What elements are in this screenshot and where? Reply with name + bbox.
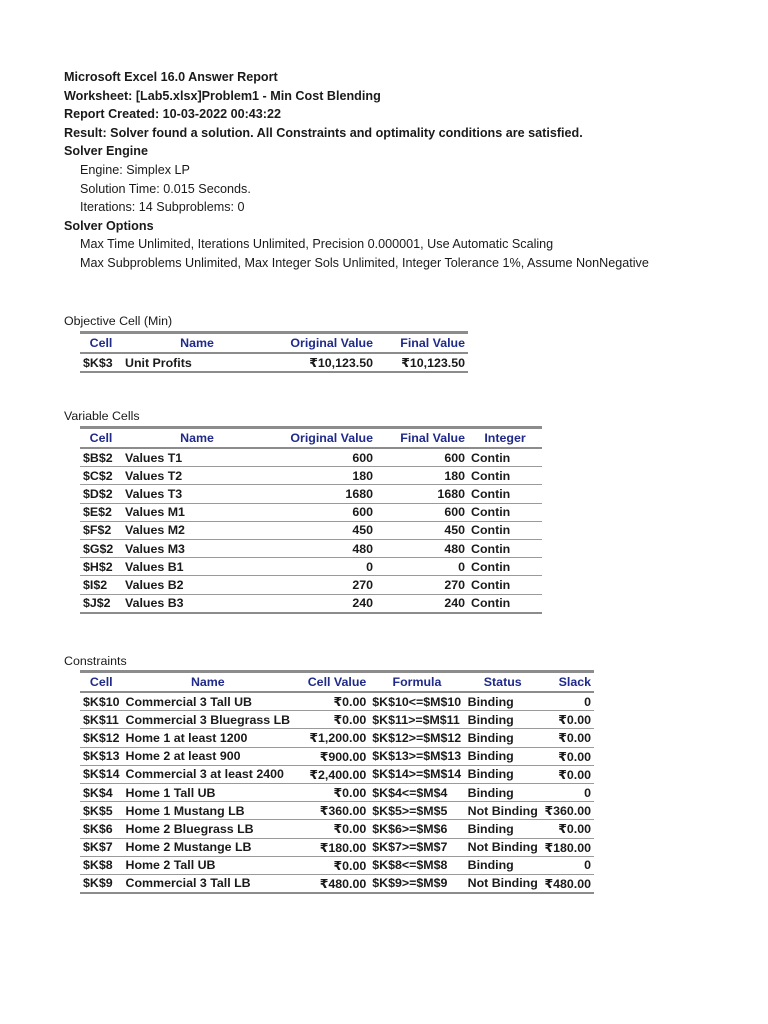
status: Not Binding <box>465 874 541 893</box>
slack: ₹360.00 <box>541 802 594 820</box>
engine-heading: Solver Engine <box>64 144 148 159</box>
table-row <box>80 558 542 576</box>
created-line: Report Created: 10-03-2022 00:43:22 <box>64 107 281 122</box>
table-row <box>80 838 594 856</box>
table-row <box>80 747 594 765</box>
final-value: ₹10,123.50 <box>376 353 468 372</box>
table-row <box>80 521 542 539</box>
cell-name: Unit Profits <box>122 353 272 372</box>
cell-ref: $K$8 <box>80 856 123 874</box>
integer-type: Contin <box>468 539 542 557</box>
col-cell-value: Cell Value <box>293 672 369 693</box>
report-header <box>64 68 649 273</box>
final-value: 1680 <box>376 485 468 503</box>
final-value: 480 <box>376 539 468 557</box>
objective-label: Objective Cell (Min) <box>64 314 173 328</box>
slack: 0 <box>541 692 594 711</box>
integer-type: Contin <box>468 503 542 521</box>
cell-value: ₹0.00 <box>293 856 369 874</box>
integer-type: Contin <box>468 594 542 613</box>
table-row <box>80 711 594 729</box>
cell-ref: $K$13 <box>80 747 123 765</box>
constraint-name: Home 2 Bluegrass LB <box>123 820 294 838</box>
slack: ₹0.00 <box>541 747 594 765</box>
final-value: 180 <box>376 467 468 485</box>
status: Binding <box>465 711 541 729</box>
table-row <box>80 802 594 820</box>
status: Binding <box>465 765 541 783</box>
integer-type: Contin <box>468 448 542 467</box>
status: Binding <box>465 729 541 747</box>
table-header-row <box>80 672 594 693</box>
constraint-name: Home 1 at least 1200 <box>123 729 294 747</box>
final-value: 450 <box>376 521 468 539</box>
formula: $K$8<=$M$8 <box>369 856 464 874</box>
cell-name: Values M3 <box>122 539 272 557</box>
cell-value: ₹0.00 <box>293 783 369 801</box>
cell-ref: $K$6 <box>80 820 123 838</box>
cell-ref: $K$10 <box>80 692 123 711</box>
table-row <box>80 856 594 874</box>
cell-ref: $K$11 <box>80 711 123 729</box>
formula: $K$12>=$M$12 <box>369 729 464 747</box>
table-row <box>80 594 542 613</box>
original-value: 600 <box>272 448 376 467</box>
constraint-name: Home 1 Mustang LB <box>123 802 294 820</box>
slack: 0 <box>541 783 594 801</box>
slack: ₹0.00 <box>541 729 594 747</box>
col-status: Status <box>465 672 541 693</box>
original-value: ₹10,123.50 <box>272 353 376 372</box>
col-original-value: Original Value <box>272 428 376 449</box>
constraint-name: Home 1 Tall UB <box>123 783 294 801</box>
cell-ref: $K$5 <box>80 802 123 820</box>
cell-ref: $K$3 <box>80 353 122 372</box>
table-row <box>80 729 594 747</box>
status: Binding <box>465 692 541 711</box>
cell-value: ₹1,200.00 <box>293 729 369 747</box>
status: Not Binding <box>465 802 541 820</box>
cell-name: Values T2 <box>122 467 272 485</box>
cell-value: ₹180.00 <box>293 838 369 856</box>
cell-ref: $K$7 <box>80 838 123 856</box>
original-value: 480 <box>272 539 376 557</box>
formula: $K$11>=$M$11 <box>369 711 464 729</box>
cell-value: ₹2,400.00 <box>293 765 369 783</box>
report-title: Microsoft Excel 16.0 Answer Report <box>64 70 278 84</box>
integer-type: Contin <box>468 485 542 503</box>
col-integer: Integer <box>468 428 542 449</box>
options-line-1: Max Time Unlimited, Iterations Unlimited, Precision 0.000001, Use Automatic Scaling <box>80 237 554 252</box>
cell-ref: $K$14 <box>80 765 123 783</box>
formula: $K$4<=$M$4 <box>369 783 464 801</box>
objective-table <box>80 331 468 373</box>
table-row <box>80 765 594 783</box>
integer-type: Contin <box>468 467 542 485</box>
iterations-line: Iterations: 14 Subproblems: 0 <box>80 200 245 215</box>
slack: ₹480.00 <box>541 874 594 893</box>
col-final-value: Final Value <box>376 333 468 354</box>
original-value: 270 <box>272 576 376 594</box>
cell-ref: $I$2 <box>80 576 122 594</box>
original-value: 180 <box>272 467 376 485</box>
cell-name: Values B1 <box>122 558 272 576</box>
constraint-name: Home 2 Tall UB <box>123 856 294 874</box>
slack: ₹0.00 <box>541 820 594 838</box>
table-row <box>80 783 594 801</box>
col-cell: Cell <box>80 428 122 449</box>
cell-name: Values T1 <box>122 448 272 467</box>
status: Not Binding <box>465 838 541 856</box>
col-final-value: Final Value <box>376 428 468 449</box>
status: Binding <box>465 820 541 838</box>
formula: $K$5>=$M$5 <box>369 802 464 820</box>
options-line-2: Max Subproblems Unlimited, Max Integer Sols Unlimited, Integer Tolerance 1%, Assume NonNegative <box>80 255 649 270</box>
worksheet-line: Worksheet: [Lab5.xlsx]Problem1 - Min Cost Blending <box>64 88 381 103</box>
table-row <box>80 692 594 711</box>
options-heading: Solver Options <box>64 218 154 233</box>
final-value: 600 <box>376 448 468 467</box>
formula: $K$14>=$M$14 <box>369 765 464 783</box>
original-value: 450 <box>272 521 376 539</box>
formula: $K$13>=$M$13 <box>369 747 464 765</box>
cell-value: ₹0.00 <box>293 692 369 711</box>
slack: ₹0.00 <box>541 765 594 783</box>
table-row <box>80 448 542 467</box>
constraint-name: Home 2 Mustange LB <box>123 838 294 856</box>
cell-value: ₹0.00 <box>293 820 369 838</box>
table-row <box>80 539 542 557</box>
cell-value: ₹360.00 <box>293 802 369 820</box>
final-value: 0 <box>376 558 468 576</box>
table-row <box>80 353 468 372</box>
original-value: 240 <box>272 594 376 613</box>
col-cell: Cell <box>80 333 122 354</box>
table-header-row <box>80 428 542 449</box>
engine-line: Engine: Simplex LP <box>80 162 190 177</box>
constraint-name: Home 2 at least 900 <box>123 747 294 765</box>
cell-ref: $J$2 <box>80 594 122 613</box>
table-row <box>80 820 594 838</box>
status: Binding <box>465 856 541 874</box>
integer-type: Contin <box>468 558 542 576</box>
constraint-name: Commercial 3 Tall LB <box>123 874 294 893</box>
cell-name: Values M1 <box>122 503 272 521</box>
slack: ₹180.00 <box>541 838 594 856</box>
status: Binding <box>465 783 541 801</box>
table-header-row <box>80 333 468 354</box>
col-slack: Slack <box>541 672 594 693</box>
cell-ref: $H$2 <box>80 558 122 576</box>
constraint-name: Commercial 3 Tall UB <box>123 692 294 711</box>
col-original-value: Original Value <box>272 333 376 354</box>
cell-name: Values B2 <box>122 576 272 594</box>
col-name: Name <box>122 428 272 449</box>
cell-value: ₹480.00 <box>293 874 369 893</box>
constraints-label: Constraints <box>64 654 127 668</box>
cell-value: ₹0.00 <box>293 711 369 729</box>
cell-ref: $F$2 <box>80 521 122 539</box>
col-cell: Cell <box>80 672 123 693</box>
formula: $K$10<=$M$10 <box>369 692 464 711</box>
final-value: 240 <box>376 594 468 613</box>
cell-ref: $G$2 <box>80 539 122 557</box>
final-value: 600 <box>376 503 468 521</box>
table-row <box>80 503 542 521</box>
cell-ref: $K$4 <box>80 783 123 801</box>
result-line: Result: Solver found a solution. All Constraints and optimality conditions are satisfied. <box>64 125 583 140</box>
cell-value: ₹900.00 <box>293 747 369 765</box>
final-value: 270 <box>376 576 468 594</box>
cell-ref: $B$2 <box>80 448 122 467</box>
integer-type: Contin <box>468 521 542 539</box>
formula: $K$9>=$M$9 <box>369 874 464 893</box>
cell-ref: $D$2 <box>80 485 122 503</box>
cell-name: Values B3 <box>122 594 272 613</box>
variables-table <box>80 426 542 614</box>
variables-label: Variable Cells <box>64 409 140 423</box>
slack: ₹0.00 <box>541 711 594 729</box>
formula: $K$7>=$M$7 <box>369 838 464 856</box>
cell-ref: $K$9 <box>80 874 123 893</box>
cell-name: Values T3 <box>122 485 272 503</box>
cell-name: Values M2 <box>122 521 272 539</box>
original-value: 600 <box>272 503 376 521</box>
col-name: Name <box>122 333 272 354</box>
original-value: 0 <box>272 558 376 576</box>
constraint-name: Commercial 3 at least 2400 <box>123 765 294 783</box>
cell-ref: $K$12 <box>80 729 123 747</box>
cell-ref: $C$2 <box>80 467 122 485</box>
slack: 0 <box>541 856 594 874</box>
solution-time-line: Solution Time: 0.015 Seconds. <box>80 181 251 196</box>
constraints-table <box>80 670 594 894</box>
table-row <box>80 576 542 594</box>
col-name: Name <box>123 672 294 693</box>
status: Binding <box>465 747 541 765</box>
constraint-name: Commercial 3 Bluegrass LB <box>123 711 294 729</box>
col-formula: Formula <box>369 672 464 693</box>
table-row <box>80 467 542 485</box>
formula: $K$6>=$M$6 <box>369 820 464 838</box>
table-row <box>80 485 542 503</box>
original-value: 1680 <box>272 485 376 503</box>
integer-type: Contin <box>468 576 542 594</box>
cell-ref: $E$2 <box>80 503 122 521</box>
table-row <box>80 874 594 893</box>
